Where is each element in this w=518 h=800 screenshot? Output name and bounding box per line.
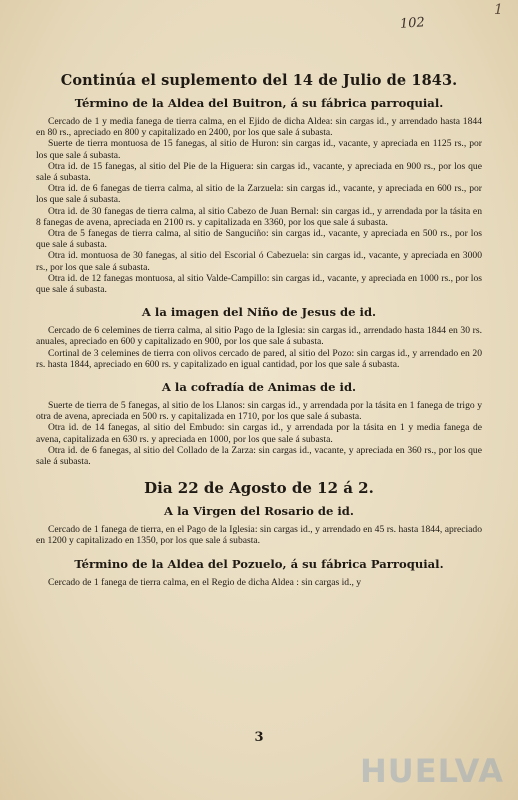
paragraph: Otra id. de 6 fanegas, al sitio del Collado de la Zarza: sin cargas id., vacante, y apreciada en 360 rs., por los que sale á subasta. xyxy=(36,444,482,468)
paragraph: Suerte de tierra montuosa de 15 fanegas, al sitio de Huron: sin cargas id., vacante, y apreciada en 1125 rs., por los que sale á subasta. xyxy=(36,138,482,161)
section-animas xyxy=(36,380,482,467)
document-body xyxy=(36,68,482,598)
paragraph: Otra de 5 fanegas de tierra calma, al sitio de Sanguciño: sin cargas id., vacante, y apreciada en 500 rs., por los que sale á subasta. xyxy=(36,228,482,251)
paragraph: Suerte de tierra de 5 fanegas, al sitio de los Llanos: sin cargas id., y arrendada por la tásita en 1 fanega de trigo y otra de avena, apreciada en 500 rs. y capitalizada en 1710, por los que sale á subasta. xyxy=(36,400,482,423)
page-number: 3 xyxy=(254,730,264,745)
paragraph: Otra id. de 30 fanegas de tierra calma, al sitio Cabezo de Juan Bernal: sin cargas id., y arrendada por la tásita en 8 fanegas de avena, apreciada en 2100 rs. y capitalizada en 3360, por los que sale á subasta. xyxy=(36,205,482,228)
section-heading: A la Virgen del Rosario de id. xyxy=(164,504,354,519)
paragraph: Cercado de 1 y media fanega de tierra calma, en el Ejido de dicha Aldea: sin cargas id., y arrendado hasta 1844 en 80 rs., apreciado en 800 y capitalizado en 2400, por los que sale á subasta. xyxy=(36,116,482,139)
section-buitron xyxy=(36,96,482,295)
paragraph: Otra id. de 15 fanegas, al sitio del Pie de la Higuera: sin cargas id., vacante, y apreciada en 900 rs., por los que sale á subasta. xyxy=(36,160,482,184)
section-heading: A la imagen del Niño de Jesus de id. xyxy=(141,305,377,320)
section-pozuelo xyxy=(36,557,482,588)
paragraph: Cercado de 1 fanega de tierra, en el Pago de la Iglesia: sin cargas id., y arrendado en 45 rs. hasta 1844, apreciado en 1200 y capitalizado en 1350, por los que sale á subasta. xyxy=(36,524,482,547)
main-title: Continúa el suplemento del 14 de Julio de 1843. xyxy=(60,72,458,89)
paragraph: Cercado de 1 fanega de tierra calma, en el Regio de dicha Aldea : sin cargas id., y xyxy=(48,576,362,588)
archive-watermark: HUELVA xyxy=(360,752,504,790)
section-heading: Término de la Aldea del Pozuelo, á su fábrica Parroquial. xyxy=(74,556,444,571)
handwritten-folio-number: 102 xyxy=(399,15,426,32)
paragraph: Cercado de 6 celemines de tierra calma, al sitio Pago de la Iglesia: sin cargas id., arrendado hasta 1844 en 30 rs. anuales, apreciado en 600 y capitalizado en 900, por los que sale á subasta. xyxy=(36,325,482,348)
section-nino-jesus xyxy=(36,305,482,370)
section-virgen-rosario xyxy=(36,504,482,546)
paragraph: Otra id. de 14 fanegas, al sitio del Embudo: sin cargas id., y arrendada por la tásita en 1 y media fanega de avena, capitalizada en 630 rs. y apreciada en 1000, por los que sale á subasta. xyxy=(36,422,482,445)
paragraph: Cortinal de 3 celemines de tierra con olivos cercado de pared, al sitio del Pozo: sin cargas id., y arrendado en 20 rs. hasta 1844, apreciado en 600 rs. y capitalizado en igual cantidad, por los que sale á subasta. xyxy=(36,347,482,370)
paragraph: Otra id. de 6 fanegas de tierra calma, al sitio de la Zarzuela: sin cargas id., vacante, y apreciada en 600 rs., por los que sale á subasta. xyxy=(36,183,482,206)
paragraph: Otra id. montuosa de 30 fanegas, al sitio del Escorial ó Cabezuela: sin cargas id., vacante, y apreciada en 3000 rs., por los que sale á subasta. xyxy=(36,250,482,273)
date-heading: Dia 22 de Agosto de 12 á 2. xyxy=(144,479,374,498)
section-heading: A la cofradía de Animas de id. xyxy=(161,380,357,395)
section-heading: Término de la Aldea del Buitron, á su fábrica parroquial. xyxy=(74,96,444,110)
handwritten-corner-mark: 1 xyxy=(494,2,503,18)
paragraph: Otra id. de 12 fanegas montuosa, al sitio Valde-Campillo: sin cargas id., vacante, y apreciada en 1000 rs., por los que sale á subasta. xyxy=(36,272,482,296)
